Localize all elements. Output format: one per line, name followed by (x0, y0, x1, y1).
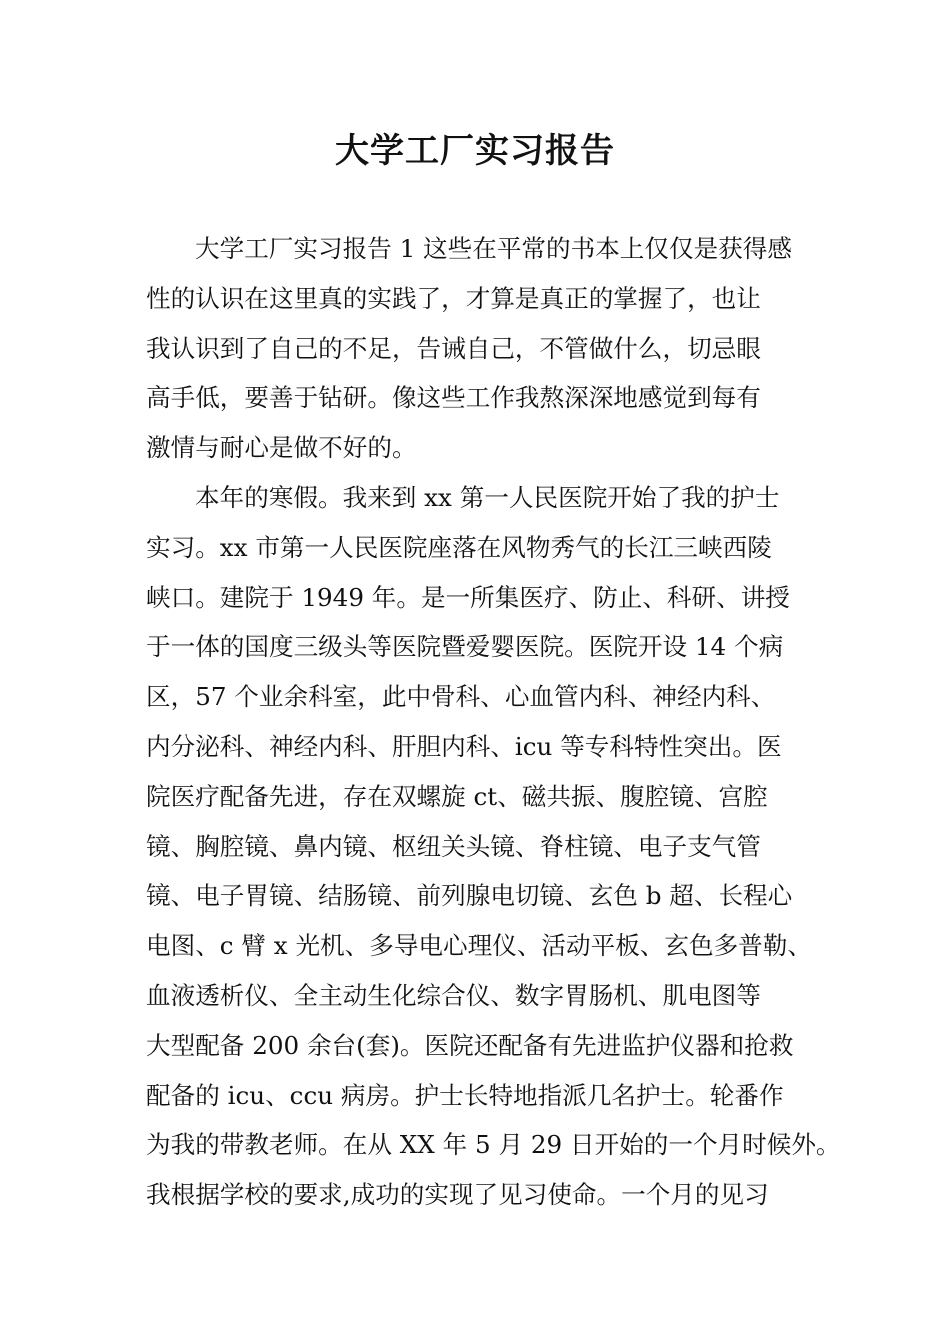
document-title: 大学工厂实习报告 (335, 131, 615, 171)
paragraph-1-line-1: 大学工厂实习报告 1 这些在平常的书本上仅仅是获得感 (195, 234, 792, 263)
paragraph-1-line-2: 性的认识在这里真的实践了，才算是真正的掌握了，也让 (146, 283, 761, 313)
paragraph-2-line-12: 大型配备 200 余台(套)。医院还配备有先进监护仪器和抢救 (146, 1030, 794, 1060)
paragraph-2-line-10: 电图、c 臂 x 光机、多导电心理仪、活动平板、玄色多普勒、 (146, 931, 812, 961)
paragraph-1-line-3: 我认识到了自己的不足，告诫自己，不管做什么，切忌眼 (146, 333, 761, 363)
paragraph-2-line-4: 于一体的国度三级头等医院暨爱婴医院。医院开设 14 个病 (146, 632, 784, 662)
paragraph-2-line-8: 镜、胸腔镜、鼻内镜、枢纽关头镜、脊柱镜、电子支气管 (146, 831, 761, 861)
paragraph-2-line-14: 为我的带教老师。在从 XX 年 5 月 29 日开始的一个月时候外。 (146, 1130, 841, 1160)
paragraph-1-line-5: 激情与耐心是做不好的。 (146, 433, 417, 463)
paragraph-2-line-1: 本年的寒假。我来到 xx 第一人民医院开始了我的护士 (195, 482, 780, 512)
paragraph-2-line-13: 配备的 icu、ccu 病房。护士长特地指派几名护士。轮番作 (146, 1080, 784, 1110)
paragraph-1-line-4: 高手低，要善于钻研。像这些工作我熬深深地感觉到每有 (146, 383, 761, 413)
paragraph-2-line-3: 峡口。建院于 1949 年。是一所集医疗、防止、科研、讲授 (146, 582, 790, 612)
paragraph-2-line-11: 血液透析仪、全主动生化综合仪、数字胃肠机、肌电图等 (146, 980, 761, 1010)
paragraph-2-line-7: 院医疗配备先进，存在双螺旋 ct、磁共振、腹腔镜、宫腔 (146, 781, 768, 811)
paragraph-2-line-5: 区，57 个业余科室，此中骨科、心血管内科、神经内科、 (146, 682, 776, 712)
paragraph-2-line-9: 镜、电子胃镜、结肠镜、前列腺电切镜、玄色 b 超、长程心 (146, 881, 793, 911)
paragraph-2-line-6: 内分泌科、神经内科、肝胆内科、icu 等专科特性突出。医 (146, 731, 782, 761)
paragraph-2-line-2: 实习。xx 市第一人民医院座落在风物秀气的长江三峡西陵 (146, 532, 772, 562)
document-body (146, 224, 841, 1220)
paragraph-2-line-15: 我根据学校的要求,成功的实现了见习使命。一个月的见习 (146, 1180, 769, 1210)
